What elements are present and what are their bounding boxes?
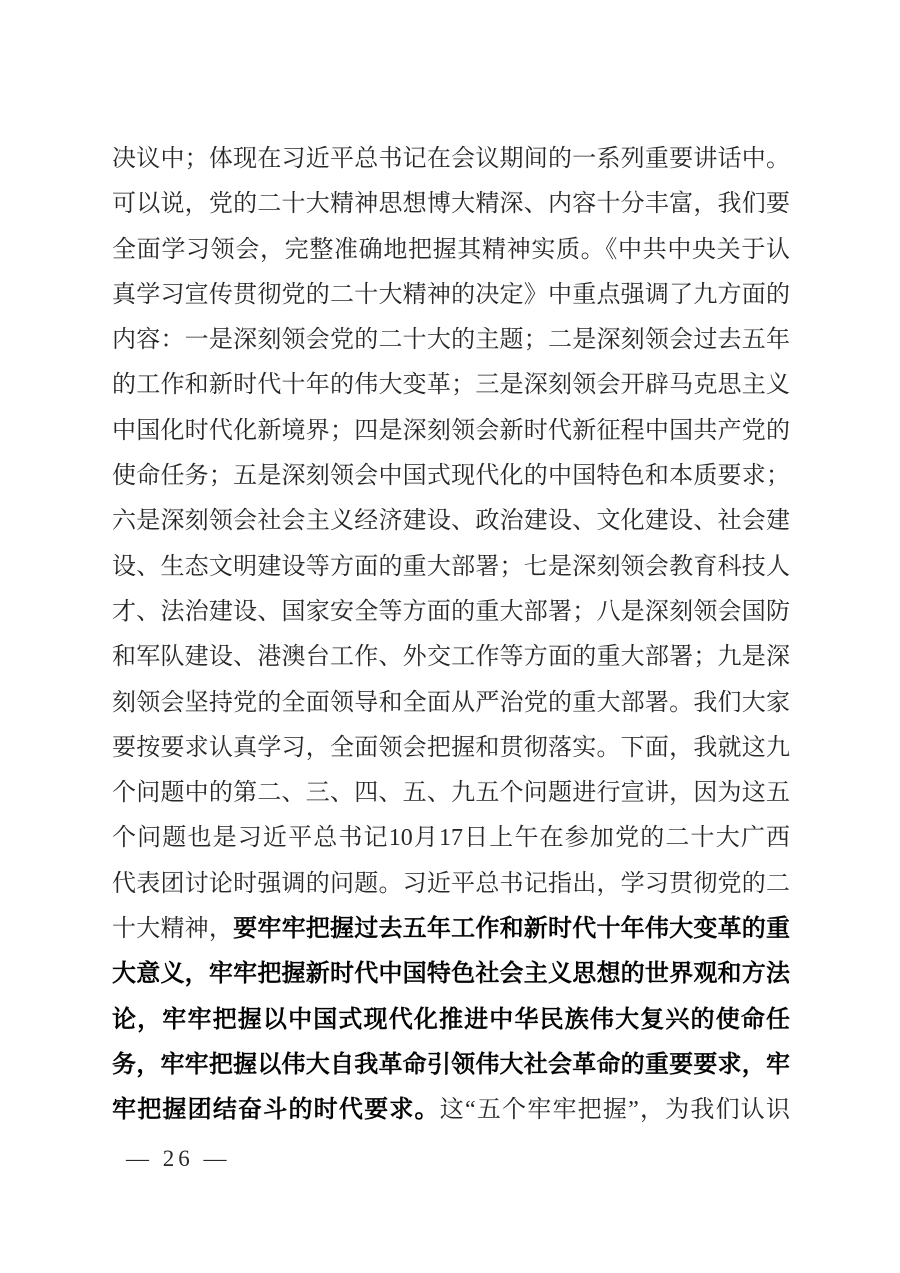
text-segment: 才、法治建设、国家安全等方面的重大部署；八是深刻领会国防 xyxy=(112,598,790,625)
text-segment: 要按要求认真学习，全面领会把握和贯彻落实。下面，我就这九 xyxy=(112,734,790,761)
emphasis-text-segment: 务，牢牢把握以伟大自我革命引领伟大社会革命的重要要求，牢 xyxy=(112,1051,790,1078)
text-segment: 个问题中的第二、三、四、五、九五个问题进行宣讲，因为这五 xyxy=(112,780,790,807)
text-segment: 全面学习领会，完整准确地把握其精神实质。《中共中央关于认 xyxy=(112,236,790,263)
text-segment: 十大精神， xyxy=(112,916,234,943)
text-line xyxy=(112,998,790,1043)
text-line xyxy=(112,409,790,454)
text-segment: 可以说，党的二十大精神思想博大精深、内容十分丰富，我们要 xyxy=(112,191,790,218)
text-segment: 个问题也是习近平总书记10月17日上午在参加党的二十大广西 xyxy=(112,825,790,852)
text-segment: 真学习宣传贯彻党的二十大精神的决定》中重点强调了九方面的 xyxy=(112,281,790,308)
text-segment: 决议中；体现在习近平总书记在会议期间的一系列重要讲话中。 xyxy=(112,146,790,172)
text-line xyxy=(112,590,790,635)
text-segment: 六是深刻领会社会主义经济建设、政治建设、文化建设、社会建 xyxy=(112,508,790,535)
text-line xyxy=(112,726,790,771)
text-line xyxy=(112,907,790,952)
text-segment: 代表团讨论时强调的问题。习近平总书记指出，学习贯彻党的二 xyxy=(112,870,790,897)
text-segment: 内容：一是深刻领会党的二十大的主题；二是深刻领会过去五年 xyxy=(112,327,790,354)
text-line xyxy=(112,816,790,861)
text-line xyxy=(112,318,790,363)
text-line xyxy=(112,363,790,408)
text-segment: 和军队建设、港澳台工作、外交工作等方面的重大部署；九是深 xyxy=(112,644,790,671)
text-line xyxy=(112,273,790,318)
text-line xyxy=(112,137,790,182)
text-line xyxy=(112,454,790,499)
emphasis-text-segment: 大意义，牢牢把握新时代中国特色社会主义思想的世界观和方法 xyxy=(112,961,790,988)
text-line xyxy=(112,1088,790,1133)
text-line xyxy=(112,952,790,997)
text-line xyxy=(112,182,790,227)
text-line xyxy=(112,862,790,907)
text-line xyxy=(112,499,790,544)
text-segment: 的工作和新时代十年的伟大变革；三是深刻领会开辟马克思主义 xyxy=(112,372,790,399)
emphasis-text-segment: 论，牢牢把握以中国式现代化推进中华民族伟大复兴的使命任 xyxy=(112,1006,790,1033)
text-line xyxy=(112,771,790,816)
body-text xyxy=(112,137,790,1134)
text-line xyxy=(112,228,790,273)
text-line xyxy=(112,635,790,680)
text-line xyxy=(112,545,790,590)
text-segment: 这“五个牢牢把握”，为我们认识 xyxy=(439,1097,790,1124)
emphasis-text-segment: 牢把握团结奋斗的时代要求。 xyxy=(112,1097,440,1124)
text-segment: 中国化时代化新境界；四是深刻领会新时代新征程中国共产党的 xyxy=(112,417,790,444)
text-segment: 刻领会坚持党的全面领导和全面从严治党的重大部署。我们大家 xyxy=(112,689,790,716)
text-segment: 使命任务；五是深刻领会中国式现代化的中国特色和本质要求； xyxy=(112,463,790,490)
text-line xyxy=(112,1043,790,1088)
text-line xyxy=(112,681,790,726)
emphasis-text-segment: 要牢牢把握过去五年工作和新时代十年伟大变革的重 xyxy=(233,916,790,943)
text-segment: 设、生态文明建设等方面的重大部署；七是深刻领会教育科技人 xyxy=(112,553,790,580)
page-number: — 26 — xyxy=(126,1146,231,1171)
